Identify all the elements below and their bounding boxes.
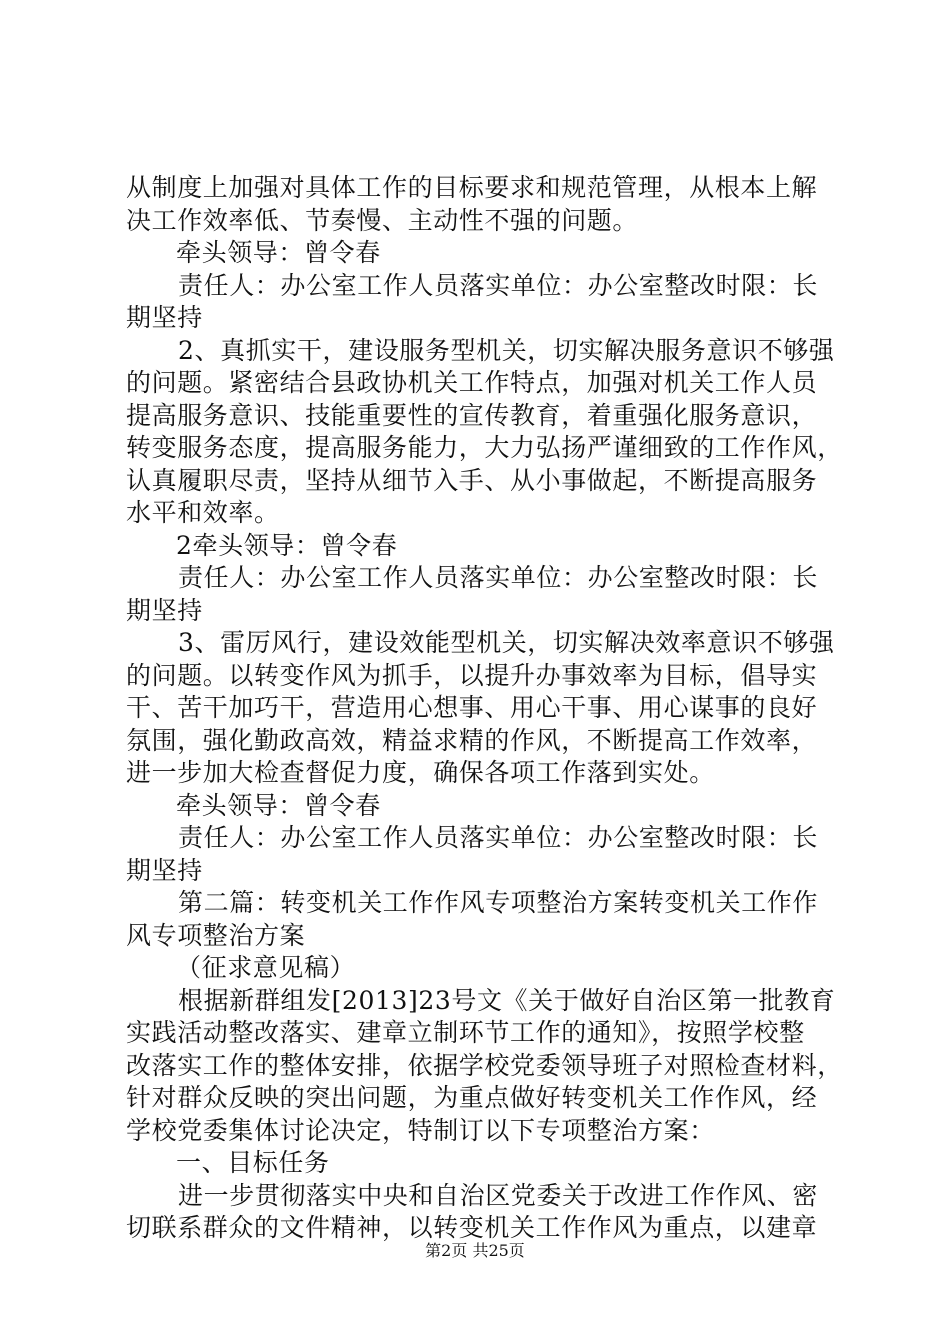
text-line: 从制度上加强对具体工作的目标要求和规范管理，从根本上解 [126, 173, 818, 202]
text-line: 期坚持 [126, 303, 203, 332]
text-line: 针对群众反映的突出问题，为重点做好转变机关工作作风，经 [126, 1083, 818, 1112]
draft-note: （征求意见稿） [176, 953, 356, 982]
subsection-heading: 一、目标任务 [176, 1148, 330, 1177]
text-line: 学校党委集体讨论决定，特制订以下专项整治方案： [126, 1115, 715, 1145]
text-line: 实践活动整改落实、建章立制环节工作的通知》，按照学校整 [126, 1018, 805, 1047]
section-title-cont: 风专项整治方案 [126, 920, 306, 950]
text-line: 进一步加大检查督促力度，确保各项工作落到实处。 [126, 758, 715, 787]
lead-line: 牵头领导：曾令春 [176, 238, 381, 267]
text-line: 氛围，强化勤政高效，精益求精的作风，不断提高工作效率， [126, 725, 818, 755]
lead-line: 2牵头领导：曾令春 [176, 530, 398, 560]
text-line: 期坚持 [126, 855, 203, 885]
text-line: 认真履职尽责，坚持从细节入手、从小事做起，不断提高服务 [126, 465, 818, 495]
body-text [126, 172, 843, 1245]
text-line: 切联系群众的文件精神，以转变机关工作作风为重点，以建章 [126, 1213, 818, 1242]
text-line: 的问题。以转变作风为抓手，以提升办事效率为目标，倡导实 [126, 660, 818, 690]
responsibility-line: 责任人：办公室工作人员落实单位：办公室整改时限：长 [178, 823, 819, 852]
text-line: 期坚持 [126, 595, 203, 625]
text-line: 进一步贯彻落实中央和自治区党委关于改进工作作风、密 [178, 1180, 819, 1210]
section-title: 第二篇：转变机关工作作风专项整治方案转变机关工作作 [178, 888, 819, 917]
responsibility-line: 责任人：办公室工作人员落实单位：办公室整改时限：长 [178, 563, 819, 592]
item-2-heading: 2、真抓实干，建设服务型机关，切实解决服务意识不够强 [178, 335, 835, 365]
text-line: 提高服务意识、技能重要性的宣传教育，着重强化服务意识， [126, 400, 818, 430]
text-line: 决工作效率低、节奏慢、主动性不强的问题。 [126, 205, 639, 235]
text-line: 的问题。紧密结合县政协机关工作特点，加强对机关工作人员 [126, 368, 818, 397]
text-line: 改落实工作的整体安排，依据学校党委领导班子对照检查材料， [126, 1050, 843, 1080]
page-number: 第2页 共25页 [425, 1241, 525, 1260]
text-line: 转变服务态度，提高服务能力，大力弘扬严谨细致的工作作风， [126, 433, 843, 462]
text-line: 干、苦干加巧干，营造用心想事、用心干事、用心谋事的良好 [126, 693, 818, 722]
text-line: 水平和效率。 [126, 498, 280, 527]
item-3-heading: 3、雷厉风行，建设效能型机关，切实解决效率意识不够强 [178, 628, 835, 657]
responsibility-line: 责任人：办公室工作人员落实单位：办公室整改时限：长 [178, 270, 819, 300]
text-line: 根据新群组发[2013]23号文《关于做好自治区第一批教育 [178, 985, 836, 1015]
lead-line: 牵头领导：曾令春 [176, 790, 381, 820]
